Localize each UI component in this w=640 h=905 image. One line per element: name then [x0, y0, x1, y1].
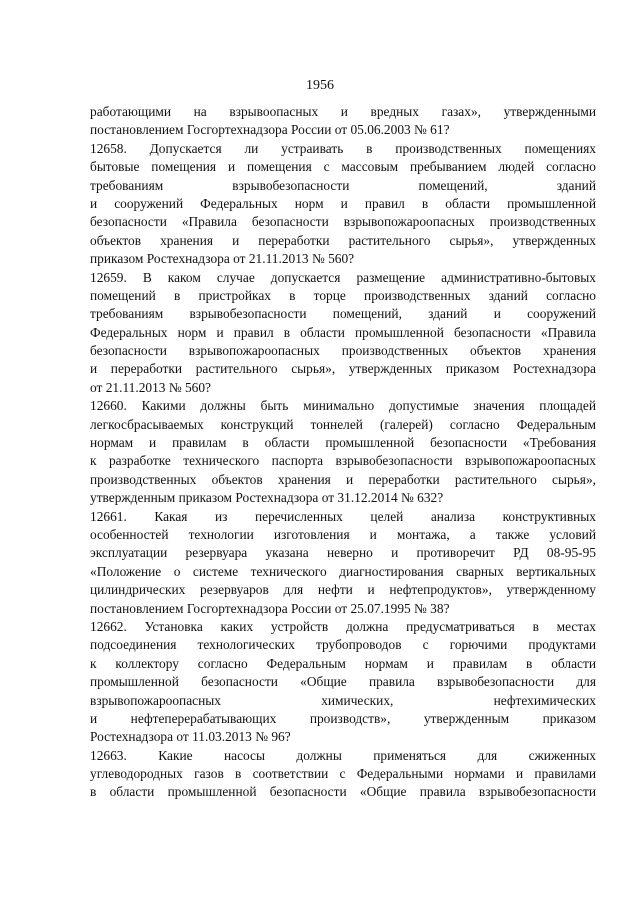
text-line: требованиям взрывобезопасности помещений, зданий и сооружений: [90, 306, 596, 322]
text-line: к разработке технического паспорта взрывобезопасности взрывопожароопасных: [90, 453, 596, 469]
text-line: углеводородных газов в соответствии с Федеральными нормами и правилами: [90, 766, 596, 782]
text-line: работающими на взрывоопасных и вредных газах», утвержденными: [90, 104, 596, 119]
text-line: 12658. Допускается ли устраивать в производственных помещениях: [90, 140, 596, 156]
text-line: требованиям взрывобезопасности помещений, зданий: [90, 177, 596, 193]
text-line: 12659. В каком случае допускается размещение административно-бытовых: [90, 269, 596, 285]
text-line: приказом Ростехнадзора от 21.11.2013 № 560?: [90, 251, 355, 267]
text-line: от 21.11.2013 № 560?: [90, 379, 211, 395]
text-line: взрывопожароопасных химических, нефтехимических: [90, 692, 596, 708]
text-line: 12662. Установка каких устройств должна предусматриваться в местах: [90, 618, 596, 634]
text-line: цилиндрических резервуаров для нефти и нефтепродуктов», утвержденному: [90, 582, 596, 598]
text-line: и переработки растительного сырья», утвержденных приказом Ростехнадзора: [90, 361, 596, 377]
text-line: бытовые помещения и помещения с массовым пребыванием людей согласно: [90, 159, 596, 175]
text-line: промышленной безопасности «Общие правила взрывобезопасности для: [90, 674, 596, 690]
page-number: 1956: [306, 78, 334, 93]
text-line: «Положение о системе технического диагностирования сварных вертикальных: [90, 563, 596, 579]
text-line: нормам и правилам в области промышленной безопасности «Требования: [90, 435, 596, 451]
text-line: Ростехнадзора от 11.03.2013 № 96?: [90, 729, 291, 745]
text-line: производственных объектов хранения и переработки растительного сырья»,: [90, 471, 596, 487]
text-line: 12660. Какими должны быть минимально допустимые значения площадей: [90, 398, 596, 414]
text-line: утвержденным приказом Ростехнадзора от 31.12.2014 № 632?: [90, 490, 444, 506]
text-line: Федеральных норм и правил в области промышленной безопасности «Правила: [90, 324, 596, 340]
text-line: объектов хранения и переработки растительного сырья», утвержденных: [90, 232, 596, 248]
text-line: легкосбрасываемых конструкций тоннелей (галерей) согласно Федеральным: [90, 416, 596, 432]
text-line: помещений в пристройках в торце производственных зданий согласно: [90, 287, 596, 303]
document-body: [90, 103, 596, 802]
text-line: подсоединения технологических трубопроводов с горючими продуктами: [90, 637, 596, 653]
text-line: постановлением Госгортехнадзора России от 25.07.1995 № 38?: [90, 600, 450, 616]
text-line: эксплуатации резервуара указана неверно и противоречит РД 08-95-95: [90, 545, 596, 561]
text-line: и сооружений Федеральных норм и правил в области промышленной: [90, 195, 596, 211]
text-line: безопасности «Правила безопасности взрывопожароопасных производственных: [90, 214, 596, 230]
text-line: к коллектору согласно Федеральным нормам и правилам в области: [90, 655, 596, 671]
text-line: в области промышленной безопасности «Общие правила взрывобезопасности: [90, 784, 596, 800]
text-line: 12663. Какие насосы должны применяться для сжиженных: [90, 747, 596, 763]
text-line: и нефтеперерабатывающих производств», утвержденным приказом: [90, 710, 596, 726]
text-line: 12661. Какая из перечисленных целей анализа конструктивных: [90, 508, 596, 524]
text-line: особенностей технологии изготовления и монтажа, а также условий: [90, 526, 596, 542]
text-line: безопасности взрывопожароопасных производственных объектов хранения: [90, 343, 596, 359]
text-line: постановлением Госгортехнадзора России от 05.06.2003 № 61?: [90, 122, 450, 138]
